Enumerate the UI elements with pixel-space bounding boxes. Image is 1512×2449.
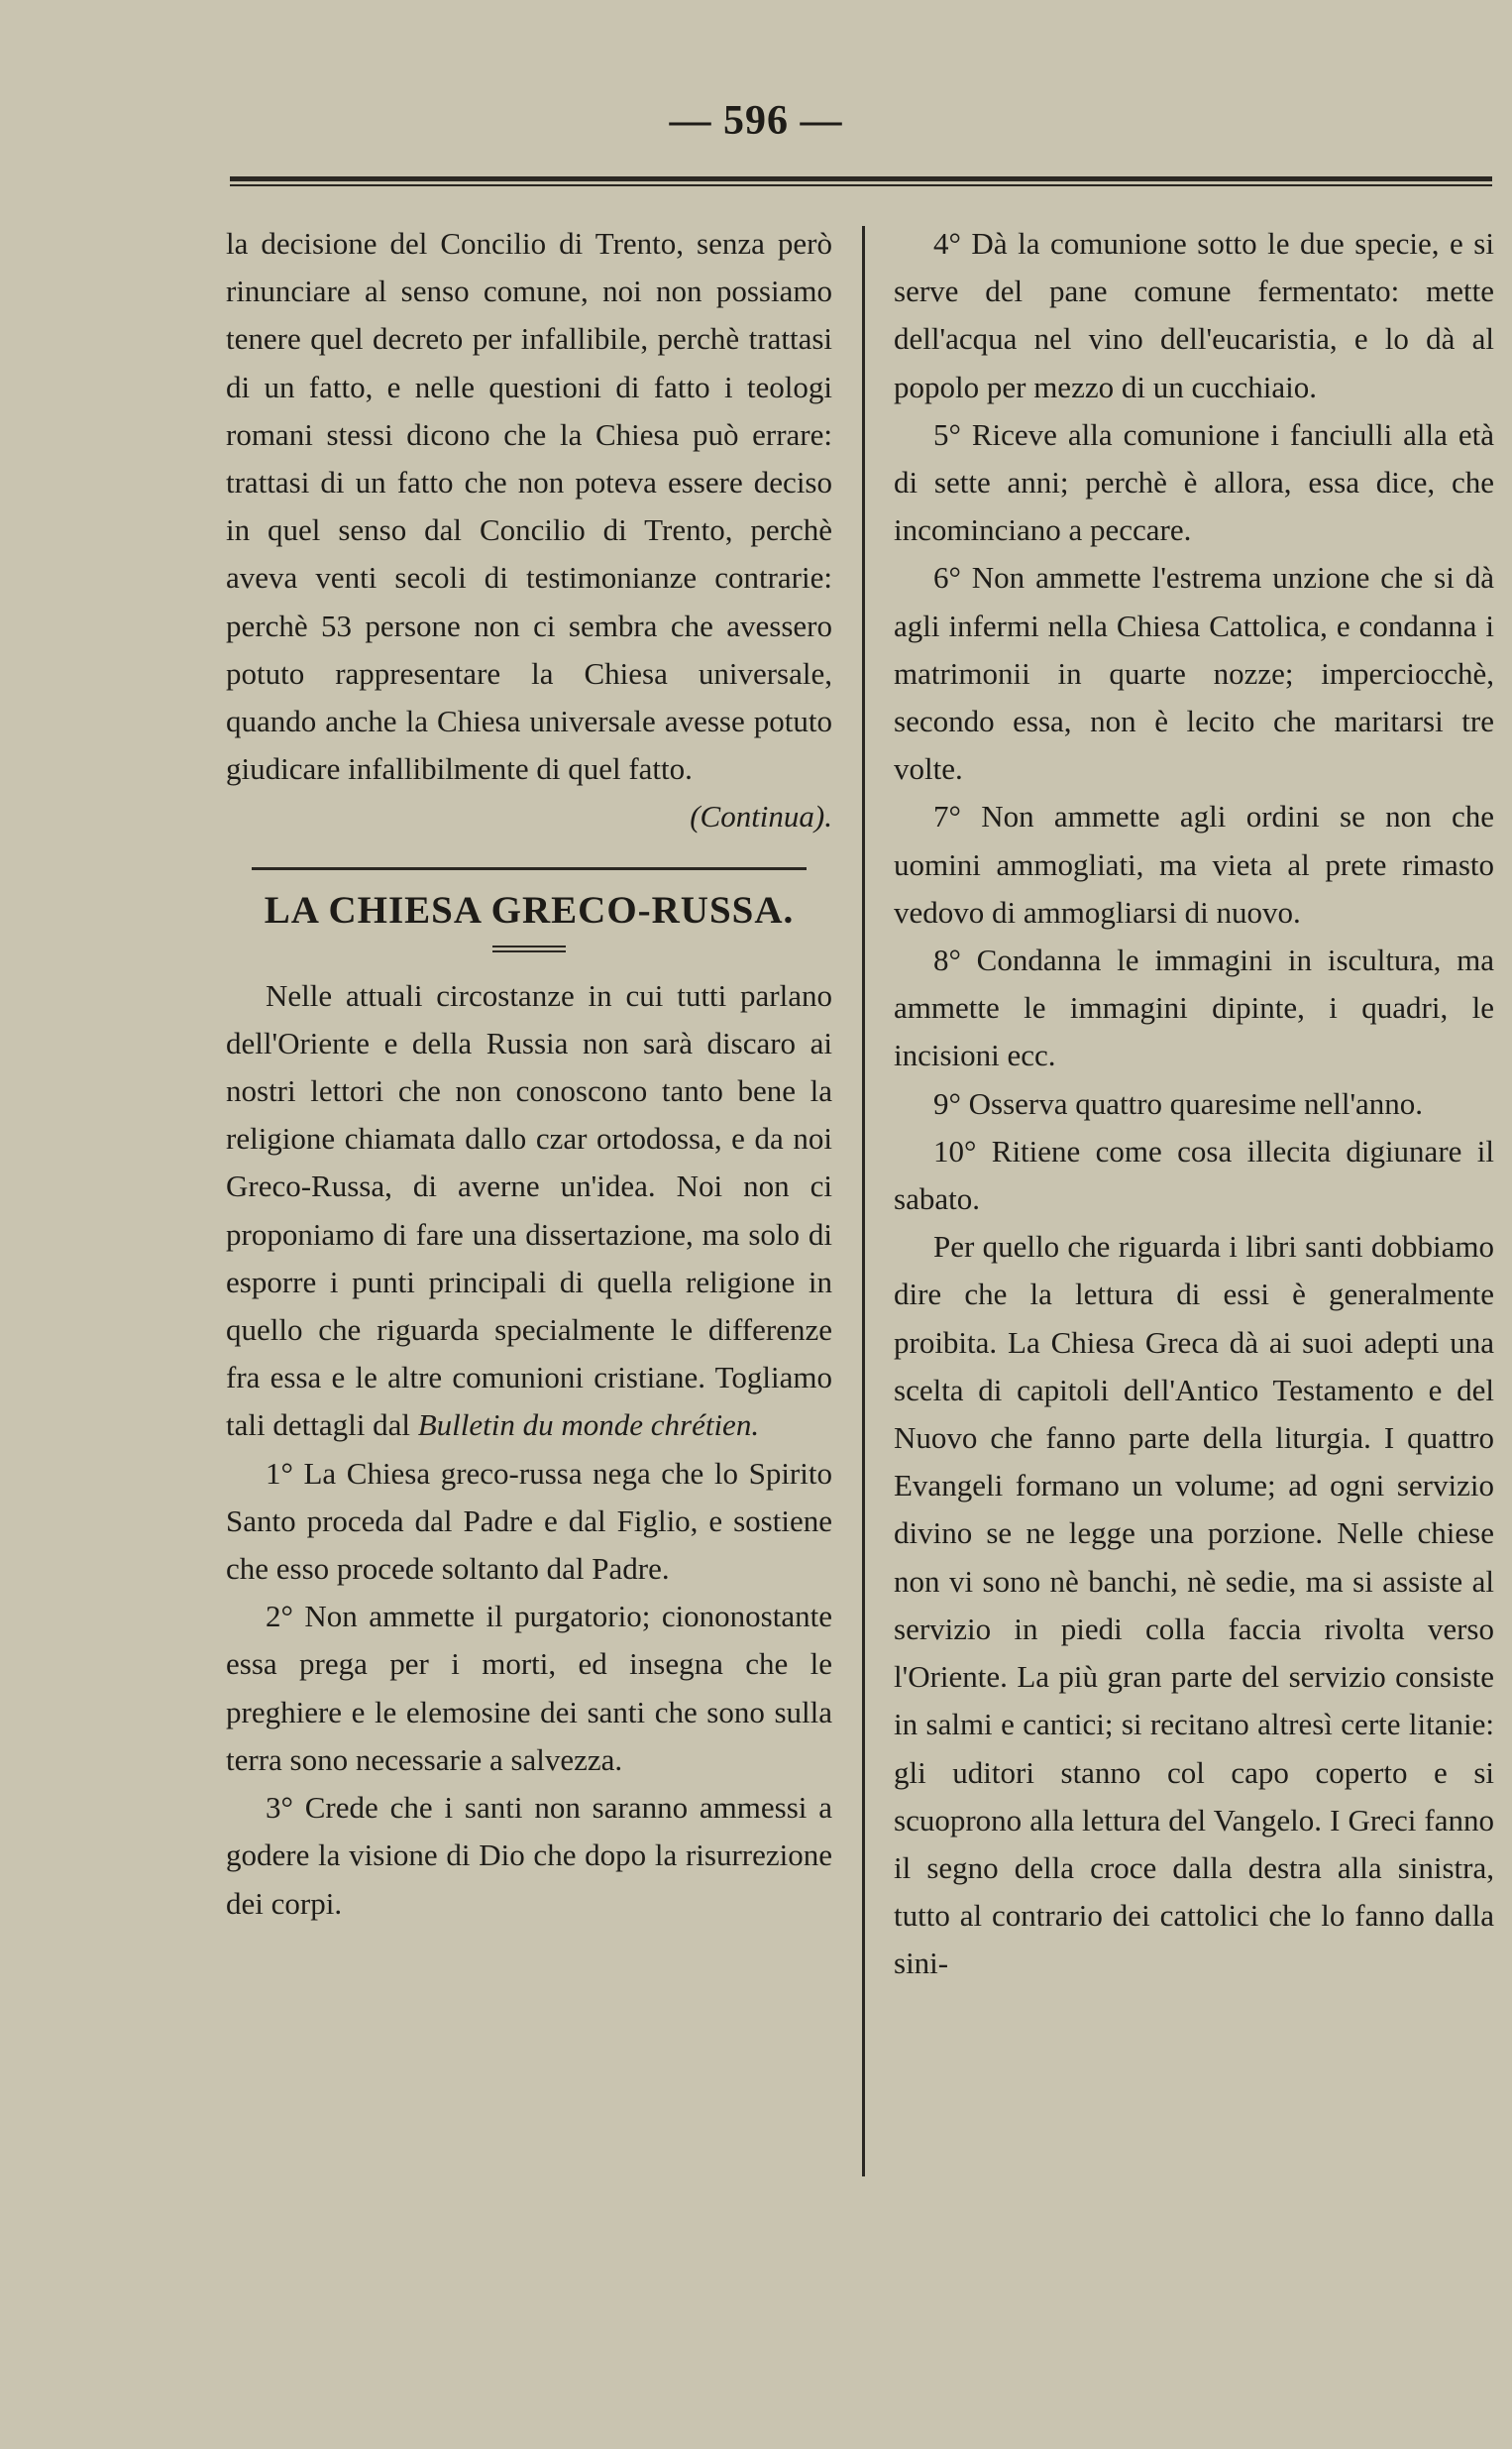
- section-title: LA CHIESA GRECO-RUSSA.: [264, 888, 795, 932]
- section-divider: [252, 867, 807, 870]
- point-5: 5° Riceve alla comunione i fanciulli alla età di sette anni; perchè è allora, essa dice, che incominciano a peccare.: [894, 416, 1494, 548]
- left-column: [226, 220, 832, 1928]
- continua-note: (Continua).: [690, 799, 832, 835]
- intro-text: Nelle attuali circostanze in cui tutti parlano dell'Oriente e della Russia non sarà discaro ai nostri lettori che non conoscono tanto bene la religione chiamata dallo czar ortodossa, e da noi Greco-Russa, di averne un'idea. Noi non ci proponiamo di fare una dissertazione, ma solo di esporre i punti principali di quella religione in quello che riguarda specialmente le differenze fra essa e le altre comunioni cristiane. Togliamo tali dettagli dal: [226, 977, 832, 1443]
- point-4: 4° Dà la comunione sotto le due specie, e si serve del pane comune fermentato: mette dell'acqua nel vino dell'eucaristia, e lo dà al popolo per mezzo di un cucchiaio.: [894, 226, 1494, 404]
- point-7: 7° Non ammette agli ordini se non che uomini ammogliati, ma vieta al prete rimasto vedovo di ammogliarsi di nuovo.: [894, 799, 1494, 930]
- header-rule-thin: [230, 184, 1492, 186]
- title-ornament-rule-lower: [492, 950, 566, 952]
- closing-paragraph: Per quello che riguarda i libri santi dobbiamo dire che la lettura di essi è generalmente proibita. La Chiesa Greca dà ai suoi adepti una scelta di capitoli dell'Antico Testamento e del Nuovo che fanno parte della liturgia. I quattro Evangeli formano un volume; ad ogni servizio divino se ne legge una porzione. Nelle chiese non vi sono nè banchi, nè sedie, ma si assiste al servizio in piedi colla faccia rivolta verso l'Oriente. La più gran parte del servizio consiste in salmi e cantici; si recitano altresì certe litanie: gli uditori stanno col capo coperto e si scuoprono alla lettura del Vangelo. I Greci fanno il segno della croce dalla destra alla sinistra, tutto al contrario dei cattolici che lo fanno dalla sini-: [894, 1229, 1494, 1981]
- title-ornament-rule: [492, 946, 566, 947]
- page-number: — 596 —: [669, 98, 843, 144]
- continuation-text: la decisione del Concilio di Trento, senza però rinunciare al senso comune, noi non possiamo tenere quel decreto per infallibile, perchè trattasi di un fatto, e nelle questioni di fatto i teologi romani stessi dicono che la Chiesa può errare: trattasi di un fatto che non poteva essere deciso in quel senso dal Concilio di Trento, perchè aveva venti secoli di testimonianze contrarie: perchè 53 persone non ci sembra che avessero potuto rappresentare la Chiesa universale, quando anche la Chiesa universale avesse potuto giudicare infallibilmente di quel fatto.: [226, 226, 832, 787]
- point-10: 10° Ritiene come cosa illecita digiunare il sabato.: [894, 1133, 1494, 1217]
- header-rule: [230, 176, 1492, 181]
- source-title: Bulletin du monde chrétien.: [417, 1407, 760, 1443]
- point-1: 1° La Chiesa greco-russa nega che lo Spirito Santo proceda dal Padre e dal Figlio, e sostiene che esso procede soltanto dal Padre.: [226, 1455, 832, 1587]
- continuation-paragraph: [226, 220, 832, 841]
- point-9: 9° Osserva quattro quaresime nell'anno.: [933, 1085, 1424, 1121]
- column-divider: [862, 226, 865, 2176]
- point-6: 6° Non ammette l'estrema unzione che si dà agli infermi nella Chiesa Cattolica, e condanna i matrimonii in quarte nozze; imperciocchè, secondo essa, non è lecito che maritarsi tre volte.: [894, 560, 1494, 787]
- intro-paragraph: [226, 972, 832, 1450]
- point-2: 2° Non ammette il purgatorio; ciononostante essa prega per i morti, ed insegna che le preghiere e le elemosine dei santi che sono sulla terra sono necessarie a salvezza.: [226, 1599, 832, 1777]
- right-column: [894, 220, 1494, 1988]
- point-3: 3° Crede che i santi non saranno ammessi a godere la visione di Dio che dopo la risurrezione dei corpi.: [226, 1790, 832, 1921]
- point-8: 8° Condanna le immagini in iscultura, ma ammette le immagini dipinte, i quadri, le incisioni ecc.: [894, 943, 1494, 1073]
